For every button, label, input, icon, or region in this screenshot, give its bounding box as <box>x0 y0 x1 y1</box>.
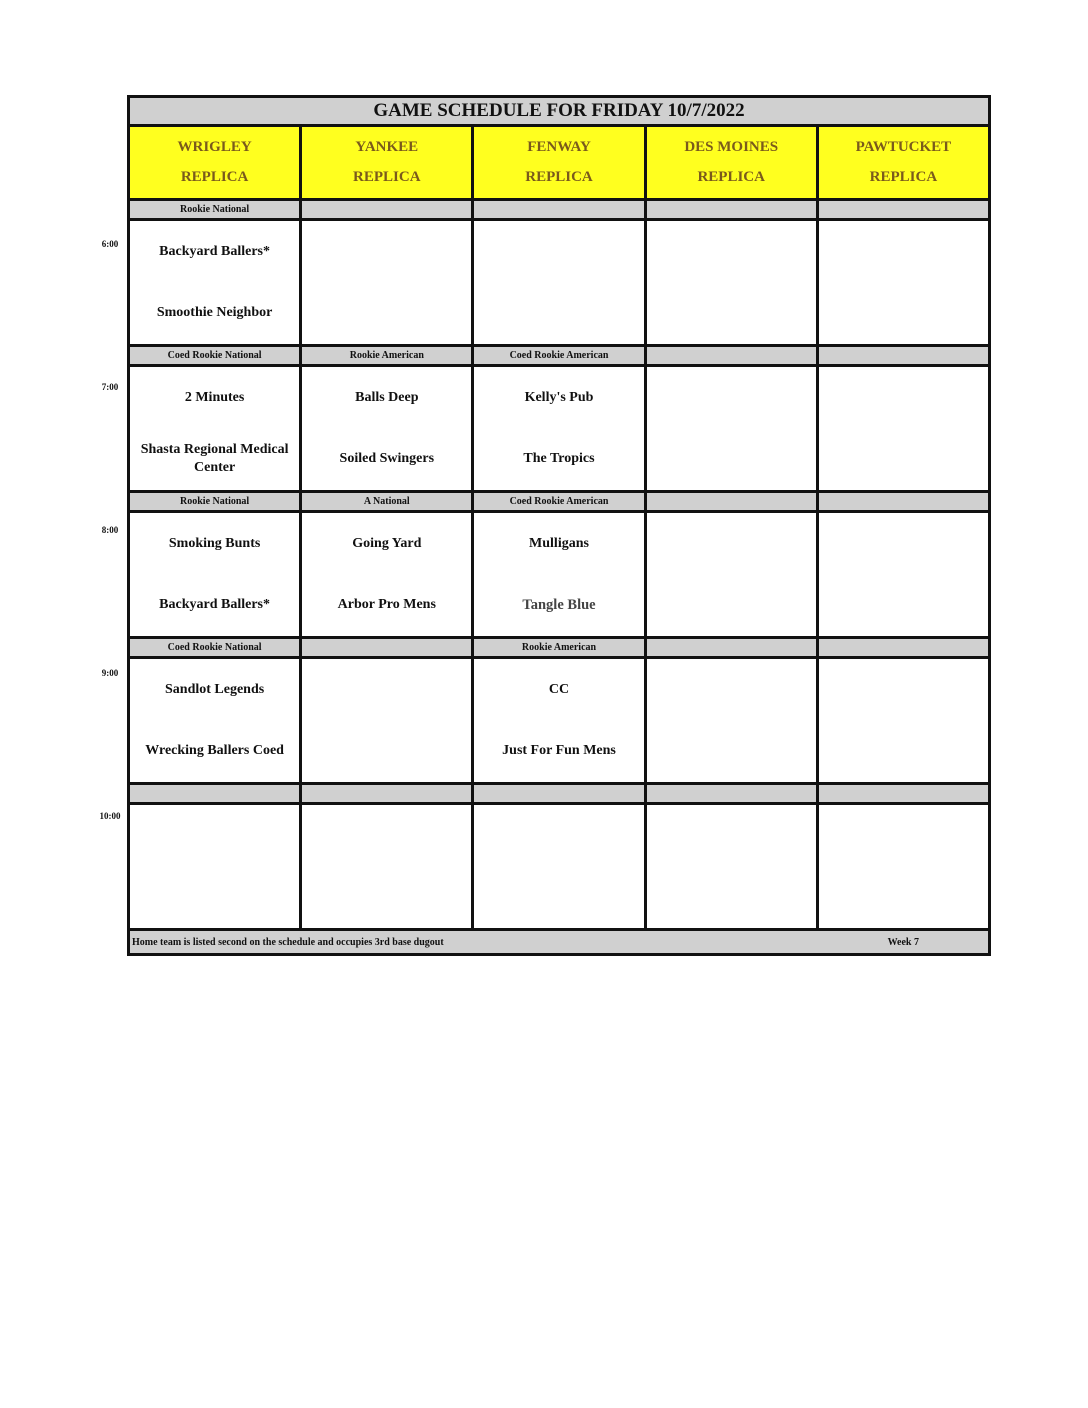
division-label <box>816 785 988 802</box>
home-team <box>302 721 471 783</box>
schedule-footer <box>130 931 988 953</box>
field-type: REPLICA <box>353 168 421 185</box>
home-team <box>647 283 816 345</box>
game-row <box>130 513 988 639</box>
game-cell <box>130 367 299 490</box>
home-team: Smoothie Neighbor <box>156 305 273 321</box>
division-label <box>644 493 816 510</box>
field-header-des-moines <box>644 127 816 198</box>
home-team <box>819 867 988 929</box>
division-label <box>644 639 816 656</box>
away-team <box>819 221 988 283</box>
division-label: Coed Rookie American <box>471 347 643 364</box>
division-label <box>471 201 643 218</box>
division-label <box>816 493 988 510</box>
game-cell <box>816 513 988 636</box>
division-label: Coed Rookie National <box>130 347 299 364</box>
division-row <box>130 785 988 805</box>
field-header-fenway <box>471 127 643 198</box>
division-label: A National <box>299 493 471 510</box>
away-team <box>474 221 643 283</box>
field-name: PAWTUCKET <box>855 139 952 156</box>
field-header-wrigley <box>130 127 299 198</box>
division-label <box>816 639 988 656</box>
home-team <box>302 867 471 929</box>
game-cell <box>299 659 471 782</box>
game-cell <box>816 367 988 490</box>
division-label: Rookie National <box>130 201 299 218</box>
away-team: Backyard Ballers* <box>159 243 271 259</box>
game-cell <box>299 805 471 928</box>
game-cell <box>130 221 299 344</box>
division-row <box>130 347 988 367</box>
division-label <box>299 201 471 218</box>
away-team: Smoking Bunts <box>168 535 261 551</box>
away-team: Kelly's Pub <box>524 389 594 405</box>
home-team <box>302 283 471 345</box>
game-cell <box>816 659 988 782</box>
away-team: Mulligans <box>529 535 589 551</box>
division-label <box>130 785 299 802</box>
home-team <box>647 429 816 491</box>
away-team <box>302 659 471 721</box>
away-team: Sandlot Legends <box>165 681 265 697</box>
time-label: 10:00 <box>99 811 121 821</box>
field-type: REPLICA <box>869 168 938 185</box>
home-team <box>647 867 816 929</box>
away-team <box>819 367 988 429</box>
game-cell <box>471 367 643 490</box>
division-label <box>816 201 988 218</box>
division-label <box>644 785 816 802</box>
game-row <box>130 805 988 931</box>
game-cell <box>644 659 816 782</box>
home-team <box>647 721 816 783</box>
division-label <box>471 785 643 802</box>
game-row <box>130 367 988 493</box>
game-cell <box>130 659 299 782</box>
away-team: 2 Minutes <box>184 389 245 405</box>
division-label <box>644 347 816 364</box>
field-type: REPLICA <box>697 168 765 185</box>
away-team <box>647 221 816 283</box>
away-team <box>302 805 471 867</box>
home-team <box>130 867 299 929</box>
game-cell <box>299 367 471 490</box>
field-name: WRIGLEY <box>177 139 252 156</box>
game-cell <box>299 513 471 636</box>
game-cell <box>816 805 988 928</box>
time-label: 9:00 <box>101 668 119 678</box>
game-cell <box>471 805 643 928</box>
time-label: 7:00 <box>101 382 119 392</box>
game-cell <box>816 221 988 344</box>
home-team: Just For Fun Mens <box>502 743 616 759</box>
away-team: Balls Deep <box>355 389 419 405</box>
division-label <box>299 785 471 802</box>
away-team <box>819 513 988 575</box>
division-label: Coed Rookie National <box>130 639 299 656</box>
game-cell <box>644 221 816 344</box>
division-row <box>130 201 988 221</box>
field-type: REPLICA <box>180 168 249 185</box>
field-header-pawtucket <box>816 127 988 198</box>
game-cell <box>471 221 643 344</box>
away-team: CC <box>548 681 570 697</box>
home-team <box>819 575 988 637</box>
away-team <box>819 805 988 867</box>
game-row <box>130 221 988 347</box>
division-label: Rookie American <box>471 639 643 656</box>
game-cell <box>644 513 816 636</box>
game-cell <box>644 367 816 490</box>
home-team: Soiled Swingers <box>339 451 435 467</box>
time-label: 6:00 <box>101 239 119 249</box>
field-header-row <box>130 127 988 201</box>
division-label: Rookie American <box>299 347 471 364</box>
home-team: Tangle Blue <box>522 597 596 614</box>
game-cell <box>471 659 643 782</box>
field-header-yankee <box>299 127 471 198</box>
schedule-table <box>127 95 991 956</box>
away-team <box>647 805 816 867</box>
home-team <box>647 575 816 637</box>
week-label: Week 7 <box>887 936 919 948</box>
game-cell <box>644 805 816 928</box>
home-team <box>819 283 988 345</box>
time-slots <box>130 201 988 931</box>
home-team: The Tropics <box>523 451 595 467</box>
field-name: FENWAY <box>527 139 591 156</box>
away-team <box>130 805 299 867</box>
field-name: DES MOINES <box>684 139 779 156</box>
game-cell <box>471 513 643 636</box>
away-team: Going Yard <box>352 535 422 551</box>
game-cell <box>299 221 471 344</box>
division-row <box>130 639 988 659</box>
away-team <box>647 513 816 575</box>
home-team <box>819 721 988 783</box>
away-team <box>474 805 643 867</box>
division-label <box>816 347 988 364</box>
schedule-title: GAME SCHEDULE FOR FRIDAY 10/7/2022 <box>130 98 988 127</box>
division-row <box>130 493 988 513</box>
game-row <box>130 659 988 785</box>
home-team: Shasta Regional Medical Center <box>140 442 289 476</box>
time-label: 8:00 <box>101 525 119 535</box>
home-team: Backyard Ballers* <box>159 597 271 613</box>
home-team: Wrecking Ballers Coed <box>145 743 284 759</box>
field-name: YANKEE <box>355 139 419 156</box>
home-team: Arbor Pro Mens <box>337 597 436 613</box>
field-type: REPLICA <box>525 168 593 185</box>
away-team <box>302 221 471 283</box>
division-label <box>299 639 471 656</box>
division-label: Rookie National <box>130 493 299 510</box>
division-label: Coed Rookie American <box>471 493 643 510</box>
game-cell <box>130 805 299 928</box>
home-team-note: Home team is listed second on the schedule and occupies 3rd base dugout <box>132 936 444 948</box>
away-team <box>819 659 988 721</box>
away-team <box>647 367 816 429</box>
division-label <box>644 201 816 218</box>
home-team <box>819 429 988 491</box>
game-cell <box>130 513 299 636</box>
home-team <box>474 867 643 929</box>
away-team <box>647 659 816 721</box>
home-team <box>474 283 643 345</box>
